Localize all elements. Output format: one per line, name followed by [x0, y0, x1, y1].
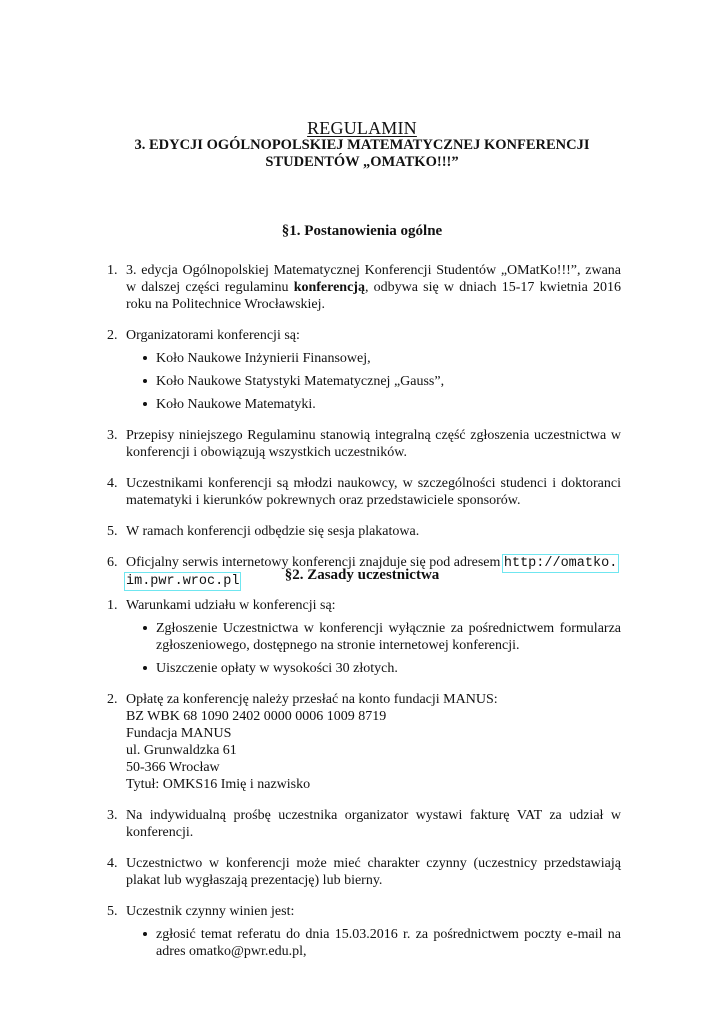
- list-item: Zgłoszenie Uczestnictwa w konferencji wyłącznie za pośrednictwem formularza zgłoszeniowego, dostępnego na stronie internetowej konferencji.: [126, 620, 621, 654]
- item-number: 2.: [107, 692, 118, 707]
- section-2-item-4: [103, 855, 621, 889]
- list-item: Koło Naukowe Statystyki Matematycznej „Gauss”,: [126, 373, 621, 390]
- section-2-item-2: [103, 691, 621, 793]
- section-2-title: §2. Zasady uczestnictwa: [284, 567, 440, 583]
- document-subtitle: [103, 137, 621, 171]
- section-1-list: [103, 262, 621, 604]
- active-participant-duties: [126, 926, 621, 960]
- payment-line: Opłatę za konferencję należy przesłać na konto fundacji MANUS:: [126, 692, 498, 707]
- item-text: Uczestnictwo w konferencji może mieć charakter czynny (uczestnicy przedstawiają plakat lub wygłaszają prezentację) lub bierny.: [126, 856, 621, 888]
- item-number: 5.: [107, 904, 118, 919]
- section-1-item-1: [103, 262, 621, 313]
- item-number: 3.: [107, 808, 118, 823]
- item-text: Uczestnik czynny winien jest:: [126, 904, 295, 919]
- subtitle-line-2: STUDENTÓW „OMATKO!!!”: [265, 154, 459, 170]
- item-text: W ramach konferencji odbędzie się sesja plakatowa.: [126, 524, 420, 539]
- section-1-item-4: [103, 475, 621, 509]
- item-number: 5.: [107, 524, 118, 539]
- item-number: 6.: [107, 555, 118, 570]
- section-2-item-1: [103, 597, 621, 677]
- item-number: 1.: [107, 263, 118, 278]
- item-text: Oficjalny serwis internetowy konferencji znajduje się pod adresem: [126, 555, 504, 570]
- recipient-street: ul. Grunwaldzka 61: [126, 743, 237, 758]
- list-item: Koło Naukowe Inżynierii Finansowej,: [126, 350, 621, 367]
- item-text: Organizatorami konferencji są:: [126, 328, 300, 343]
- item-text: Na indywidualną prośbę uczestnika organizator wystawi fakturę VAT za udział w konferencji.: [126, 808, 621, 840]
- item-text: Uczestnikami konferencji są młodzi naukowcy, w szczególności studenci i doktoranci matematyki i kierunków pokrewnych oraz przedstawiciele sponsorów.: [126, 476, 621, 508]
- item-number: 4.: [107, 856, 118, 871]
- item-text: 3. edycja Ogólnopolskiej Matematycznej Konferencji Studentów „OMatKo!!!”, zwana w dalszej części regulaminu: [126, 263, 621, 295]
- item-number: 3.: [107, 428, 118, 443]
- transfer-title: Tytuł: OMKS16 Imię i nazwisko: [126, 777, 311, 792]
- website-link-part-2[interactable]: im.pwr.wroc.pl: [126, 574, 240, 589]
- list-item: Koło Naukowe Matematyki.: [126, 396, 621, 413]
- conditions-list: [126, 620, 621, 677]
- item-number: 2.: [107, 328, 118, 343]
- recipient-name: Fundacja MANUS: [126, 726, 232, 741]
- section-1-item-5: [103, 523, 621, 540]
- item-bold-term: konferencją: [293, 280, 365, 295]
- section-1-item-2: [103, 327, 621, 413]
- recipient-city: 50-366 Wrocław: [126, 760, 220, 775]
- section-2-item-5: [103, 903, 621, 960]
- list-item: Uiszczenie opłaty w wysokości 30 złotych.: [126, 660, 621, 677]
- section-1-item-3: [103, 427, 621, 461]
- section-2-list: [103, 597, 621, 974]
- subtitle-line-1: 3. EDYCJI OGÓLNOPOLSKIEJ MATEMATYCZNEJ KONFERENCJI: [134, 137, 590, 153]
- list-item: zgłosić temat referatu do dnia 15.03.2016 r. za pośrednictwem poczty e-mail na adres omatko@pwr.edu.pl,: [126, 926, 621, 960]
- item-number: 4.: [107, 476, 118, 491]
- website-link-part-1[interactable]: http://omatko.: [503, 556, 618, 571]
- document-title: REGULAMIN: [307, 118, 417, 138]
- section-2-item-3: [103, 807, 621, 841]
- bank-account: BZ WBK 68 1090 2402 0000 0006 1009 8719: [126, 709, 387, 724]
- item-text: Warunkami udziału w konferencji są:: [126, 598, 336, 613]
- item-number: 1.: [107, 598, 118, 613]
- section-1-title: §1. Postanowienia ogólne: [281, 223, 443, 239]
- item-text: Przepisy niniejszego Regulaminu stanowią integralną część zgłoszenia uczestnictwa w konferencji i obowiązują wszystkich uczestników.: [126, 428, 621, 460]
- item-text-cont: , odbywa się w dniach 15-17 kwietnia 2016 roku na Politechnice Wrocławskiej.: [126, 280, 621, 312]
- organizers-list: [126, 350, 621, 413]
